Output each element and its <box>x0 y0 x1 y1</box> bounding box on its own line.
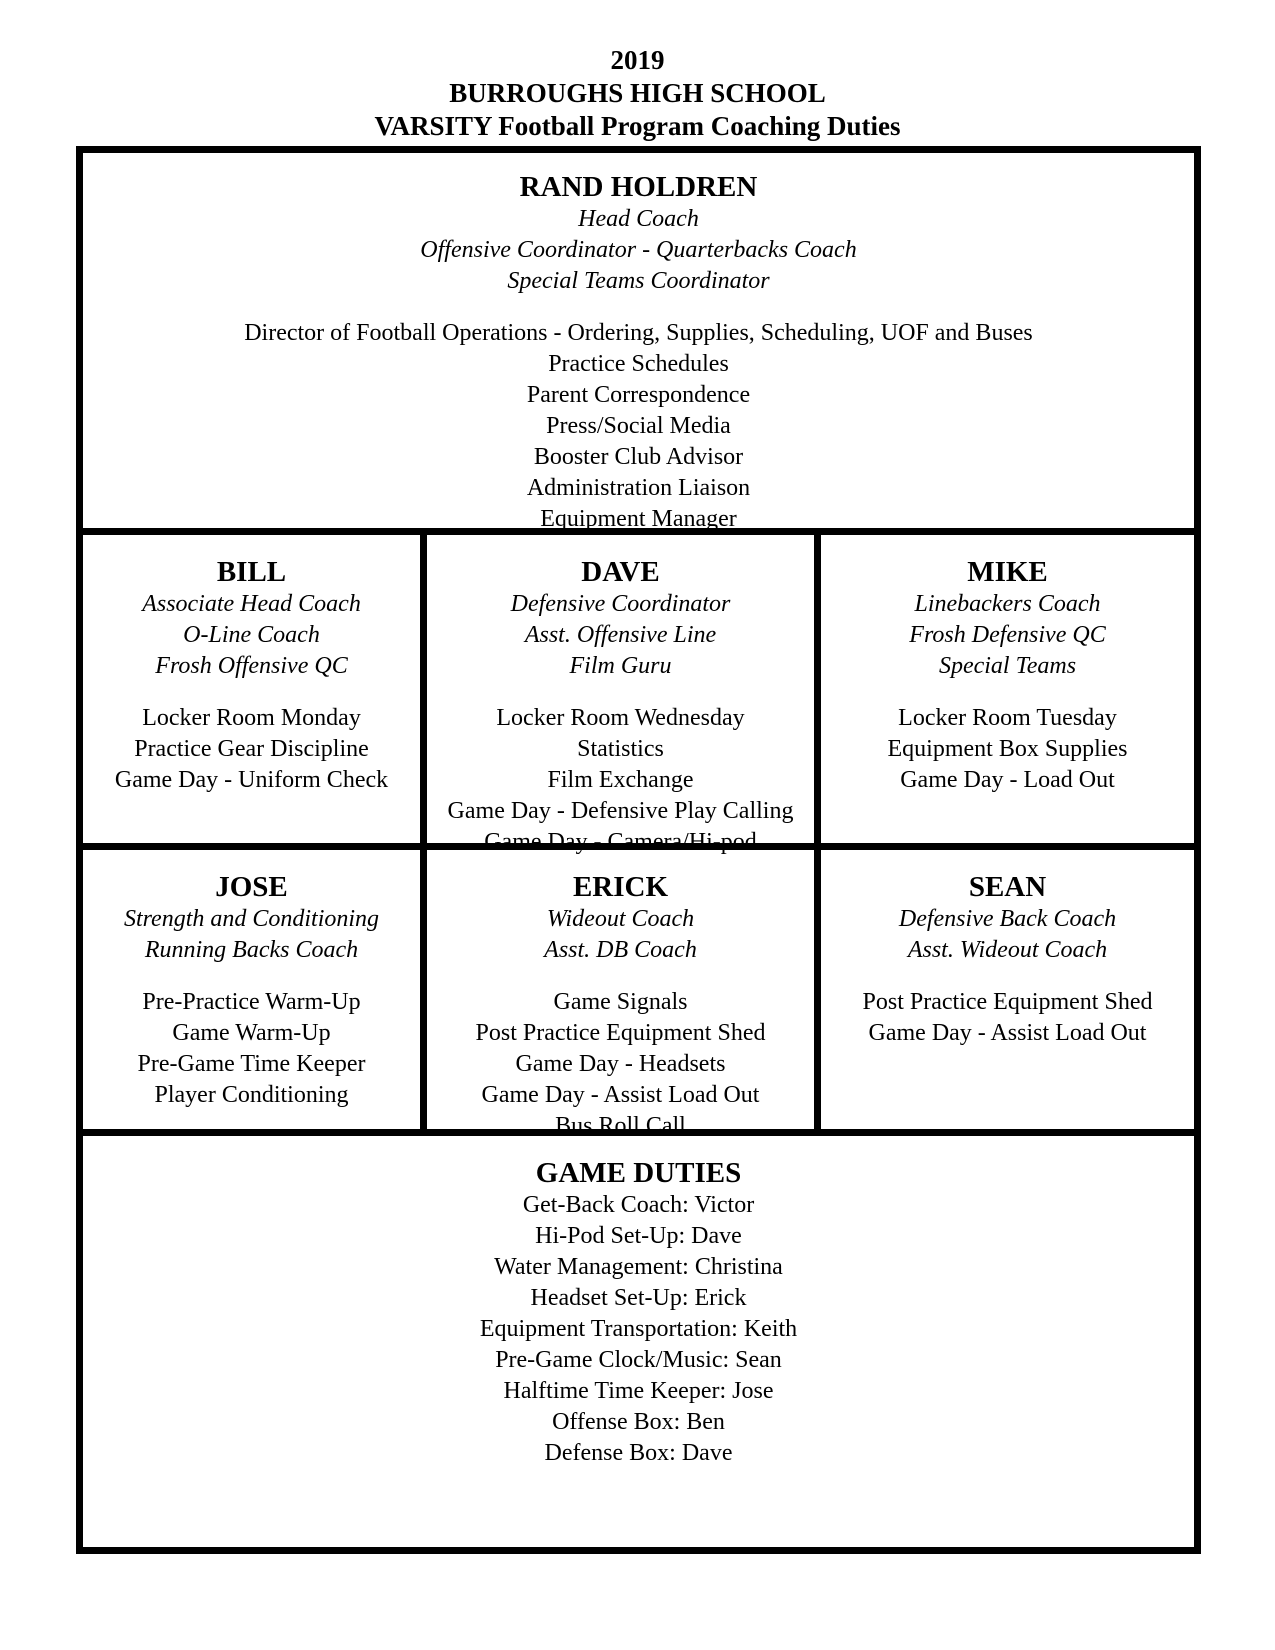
coach-role: Asst. DB Coach <box>544 937 697 963</box>
coach-duty: Practice Schedules <box>548 351 729 377</box>
coach-duty: Equipment Manager <box>540 506 737 532</box>
coach-role: Wideout Coach <box>546 906 695 932</box>
coach-duty: Game Day - Headsets <box>515 1051 726 1077</box>
coach-duty: Pre-Practice Warm-Up <box>142 989 361 1015</box>
coach-name: ERICK <box>572 871 669 903</box>
coach-duty: Post Practice Equipment Shed <box>862 989 1153 1015</box>
coach-duty: Game Day - Camera/Hi-pod <box>484 829 757 855</box>
coach-duty: Bus Roll Call <box>555 1113 686 1139</box>
game-duty-item: Equipment Transportation: Keith <box>479 1316 798 1342</box>
coach-role: Running Backs Coach <box>144 937 359 963</box>
coach-duty: Game Day - Assist Load Out <box>481 1082 760 1108</box>
duties-table <box>76 146 1201 1554</box>
game-duty-item: Hi-Pod Set-Up: Dave <box>535 1223 742 1249</box>
coach-duty: Post Practice Equipment Shed <box>475 1020 766 1046</box>
program-title: VARSITY Football Program Coaching Duties <box>374 111 901 141</box>
game-duty-item: Halftime Time Keeper: Jose <box>503 1378 774 1404</box>
coach-role: Asst. Wideout Coach <box>907 937 1108 963</box>
game-duty-item: Defense Box: Dave <box>544 1440 733 1466</box>
coach-duty: Locker Room Wednesday <box>496 705 745 731</box>
coach-block-jose <box>83 871 420 1111</box>
coach-role: Frosh Defensive QC <box>909 622 1106 648</box>
coach-role: Frosh Offensive QC <box>155 653 348 679</box>
game-duty-item: Headset Set-Up: Erick <box>530 1285 747 1311</box>
coach-name: SEAN <box>968 871 1047 903</box>
coach-duty: Game Warm-Up <box>172 1020 331 1046</box>
coach-duty: Game Day - Assist Load Out <box>868 1020 1147 1046</box>
coach-name: MIKE <box>967 556 1048 588</box>
coach-role: Defensive Coordinator <box>510 591 731 617</box>
coach-name: DAVE <box>581 556 660 588</box>
game-duty-item: Get-Back Coach: Victor <box>522 1192 755 1218</box>
col-divider-1 <box>420 528 427 1136</box>
game-duty-item: Pre-Game Clock/Music: Sean <box>495 1347 782 1373</box>
coach-role: Associate Head Coach <box>142 591 361 617</box>
coach-block-erick <box>427 871 814 1142</box>
coach-name: JOSE <box>215 871 288 903</box>
coach-role: Special Teams Coordinator <box>507 268 770 294</box>
coach-duty: Game Day - Uniform Check <box>114 767 389 793</box>
coach-duty: Locker Room Monday <box>142 705 361 731</box>
game-duties-block <box>83 1157 1194 1469</box>
coach-duty: Film Exchange <box>547 767 694 793</box>
coach-duty: Locker Room Tuesday <box>898 705 1117 731</box>
coach-duty: Game Day - Defensive Play Calling <box>447 798 794 824</box>
coach-duty: Player Conditioning <box>154 1082 349 1108</box>
coach-role: Special Teams <box>938 653 1077 679</box>
document-header <box>0 44 1275 143</box>
coach-duty: Game Signals <box>553 989 688 1015</box>
coach-role: Asst. Offensive Line <box>524 622 717 648</box>
head-coach-block <box>83 171 1194 535</box>
coach-role: Defensive Back Coach <box>898 906 1117 932</box>
coach-duty: Booster Club Advisor <box>533 444 744 470</box>
col-divider-2 <box>814 528 821 1136</box>
year: 2019 <box>610 45 665 75</box>
coach-duty: Pre-Game Time Keeper <box>137 1051 366 1077</box>
coach-duty: Practice Gear Discipline <box>134 736 369 762</box>
coach-duty: Press/Social Media <box>546 413 731 439</box>
game-duty-item: Water Management: Christina <box>494 1254 783 1280</box>
coach-block-dave <box>427 556 814 858</box>
coach-duty: Director of Football Operations - Ordering, Supplies, Scheduling, UOF and Buses <box>244 320 1033 346</box>
coach-role: O-Line Coach <box>183 622 320 648</box>
coach-role: Strength and Conditioning <box>123 906 380 932</box>
coach-duty: Administration Liaison <box>526 475 751 501</box>
coach-role: Film Guru <box>569 653 672 679</box>
coach-role: Head Coach <box>578 206 699 232</box>
game-duties-title: GAME DUTIES <box>535 1157 742 1189</box>
coach-role: Offensive Coordinator - Quarterbacks Coach <box>420 237 857 263</box>
coach-block-sean <box>821 871 1194 1049</box>
coach-duty: Game Day - Load Out <box>900 767 1115 793</box>
school-name: BURROUGHS HIGH SCHOOL <box>449 78 826 108</box>
coach-block-bill <box>83 556 420 796</box>
game-duty-item: Offense Box: Ben <box>552 1409 725 1435</box>
coach-name: BILL <box>216 556 287 588</box>
coach-duty: Statistics <box>577 736 664 762</box>
coach-name: RAND HOLDREN <box>519 171 758 203</box>
coach-role: Linebackers Coach <box>914 591 1101 617</box>
coach-duty: Equipment Box Supplies <box>887 736 1128 762</box>
coach-block-mike <box>821 556 1194 796</box>
coach-duty: Parent Correspondence <box>526 382 751 408</box>
